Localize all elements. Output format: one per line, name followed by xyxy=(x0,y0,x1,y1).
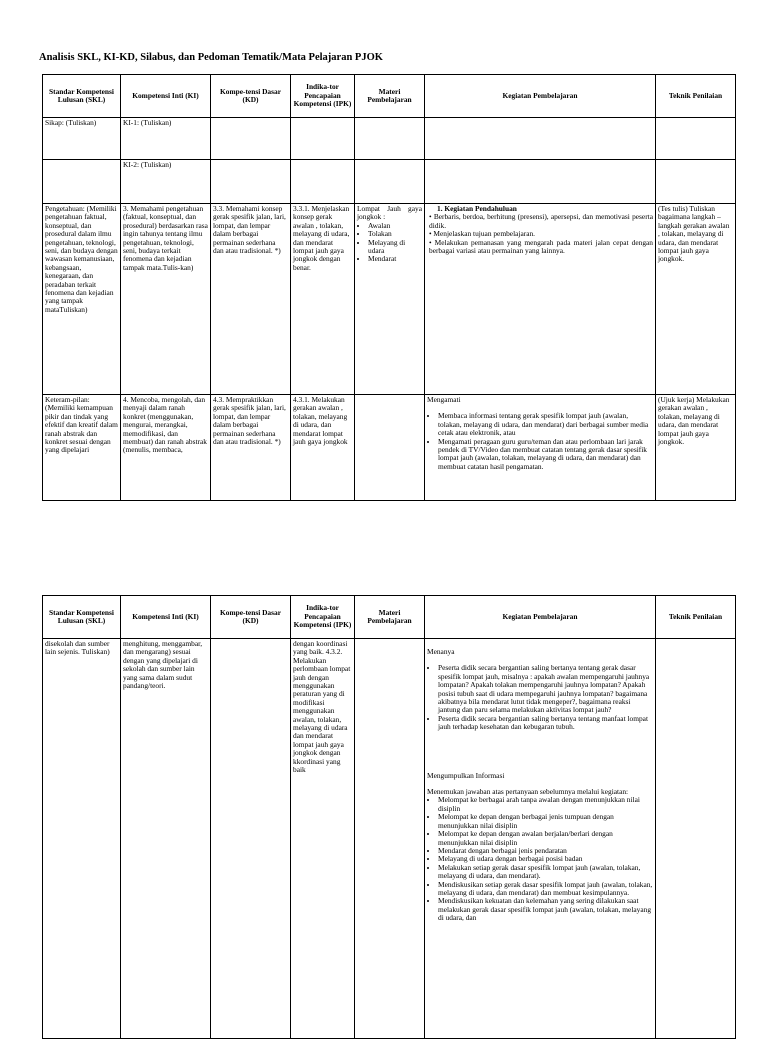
empty-cell xyxy=(43,160,121,204)
header-kd: Kompe-tensi Dasar (KD) xyxy=(211,596,291,639)
empty-cell xyxy=(355,395,425,501)
list-item: • Mendarat dengan berbagai jenis pendaratan xyxy=(438,847,653,855)
teknik-unjuk-kerja-cell: (Ujuk kerja) Melakukan gerakan awalan , tolakan, melayang di udara, dan mendarat lompat jauh gaya jongkok. xyxy=(656,395,736,501)
kd-3-3-cell: 3.3. Memahami konsep gerak spesifik jalan, lari, lompat, dan lempar dalam berbagai permainan sederhana dan atau tradisional. *) xyxy=(211,204,291,395)
list-item: • Berbaris, berdoa, berhitung (presensi), apersepsi, dan memotivasi peserta didik. xyxy=(429,212,653,230)
empty-cell xyxy=(355,118,425,160)
table-row-pengetahuan xyxy=(43,204,736,395)
empty-cell xyxy=(355,639,425,1039)
table-header-row xyxy=(43,596,736,639)
header-skl: Standar Kompetensi Lulusan (SKL) xyxy=(43,596,121,639)
list-item: • Membaca informasi tentang gerak spesifik lompat jauh (awalan, tolakan, melayang di udara, dan mendarat) dari berbagai sumber media cetak atau elektronik, atau xyxy=(438,412,653,437)
header-teknik: Teknik Penilaian xyxy=(656,75,736,118)
ipk-4-3-1-cell: 4.3.1. Melakukan gerakan awalan , tolakan, melayang di udara, dan mendarat lompat jauh gaya jongkok xyxy=(291,395,355,501)
menanya-list xyxy=(427,664,653,731)
empty-cell xyxy=(211,118,291,160)
header-ki: Kompetensi Inti (KI) xyxy=(121,596,211,639)
materi-cell xyxy=(355,204,425,395)
document-title: Analisis SKL, KI-KD, Silabus, dan Pedoman Tematik/Mata Pelajaran PJOK xyxy=(39,52,383,63)
materi-intro: Lompat Jauh gaya jongkok : xyxy=(357,204,422,222)
list-item: • Melakukan setiap gerak dasar spesifik lompat jauh (awalan, tolakan, melayang di udara, dan mendarat). xyxy=(438,864,653,881)
skl-pengetahuan-cell: Pengetahuan: (Memiliki pengetahuan faktual, konseptual, dan prosedural dalam ilmu pengetahuan, teknologi, seni, dan budaya dengan wawasan kemanusiaan, kebangsaan, kenegaraan, dan peradaban terkait fenomena dan kejadian yang tampak mataTuliskan) xyxy=(43,204,121,395)
list-item: • Tolakan xyxy=(368,230,422,238)
empty-cell xyxy=(291,118,355,160)
empty-cell xyxy=(425,118,656,160)
header-ipk: Indika-tor Pencapaian Kompetensi (IPK) xyxy=(291,75,355,118)
header-kd: Kompe-tensi Dasar (KD) xyxy=(211,75,291,118)
header-teknik: Teknik Penilaian xyxy=(656,596,736,639)
empty-cell xyxy=(425,160,656,204)
table-row-sikap-ki1 xyxy=(43,118,736,160)
list-item: • Mengamati peragaan guru guru/teman dan atau perlombaan lari jarak pendek di TV/Video dan membuat catatan tentang gerak dasar spesifik lompat jauh (awalan, tolakan, melayang di udara, dan mendarat) dan membuat catatan hasil pengamatan. xyxy=(438,438,653,472)
skl-keterampilan-cell: Keteram-pilan: (Memiliki kemampuan pikir dan tindak yang efektif dan kreatif dalam ranah abstrak dan konkret sesuai dengan yang dipelajari xyxy=(43,395,121,501)
list-item: • Melayang di udara xyxy=(368,239,422,256)
mengamati-heading: Mengamati xyxy=(427,395,461,404)
table-row-continued xyxy=(43,639,736,1039)
analysis-table-page-2 xyxy=(42,595,736,1039)
header-ki: Kompetensi Inti (KI) xyxy=(121,75,211,118)
empty-cell xyxy=(656,639,736,1039)
table-row-ki2 xyxy=(43,160,736,204)
menanya-heading: Menanya xyxy=(427,647,455,656)
ipk-3-3-1-cell: 3.3.1. Menjelaskan konsep gerak awalan , tolakan, melayang di udara, dan mendarat lompat jauh gaya jongkok dengan benar. xyxy=(291,204,355,395)
kd-4-3-cell: 4.3. Mempraktikkan gerak spesifik jalan, lari, lompat, dan lempar dalam berbagai permainan sederhana dan atau tradisional. *) xyxy=(211,395,291,501)
mengamati-list xyxy=(427,412,653,471)
list-item: • Mendiskusikan kekuatan dan kelemahan yang sering dilakukan saat melakukan gerak dasar spesifik lompat jauh (awalan, tolakan, melayang di udara, dan xyxy=(438,897,653,922)
list-item: • Melompat ke depan dengan berbagai jenis tumpuan dengan menunjukkan nilai disiplin xyxy=(438,813,653,830)
list-item: • Menjelaskan tujuan pembelajaran. xyxy=(429,229,536,239)
list-item: • Melakukan pemanasan yang mengarah pada materi jalan cepat dengan berbagai variasi atau permainan yang lainnya. xyxy=(429,237,653,256)
ki4-cell: 4. Mencoba, mengolah, dan menyaji dalam ranah konkret (menggunakan, mengurai, merangkai, memodifikasi, dan membuat) dan ranah abstrak (menulis, membaca, xyxy=(121,395,211,501)
ipk-continued-cell: dengan koordinasi yang baik. 4.3.2. Melakukan perlombaan lompat jauh dengan menggunakan peraturan yang di modifikasi menggunakan awalan, tolakan, melayang di udara dan mendarat lompat jauh gaya jongkok dengan kkordinasi yang baik xyxy=(291,639,355,1039)
ki3-cell: 3. Memahami pengetahuan (faktual, konseptual, dan prosedural) berdasarkan rasa ingin tahunya tentang ilmu pengetahuan, teknologi, seni, budaya terkait fenomena dan kejadian tampak mata.Tulis-kan) xyxy=(121,204,211,395)
materi-list xyxy=(357,222,422,264)
empty-cell xyxy=(355,160,425,204)
skl-continued-cell: disekolah dan sumber lain sejenis. Tuliskan) xyxy=(43,639,121,1039)
mengumpulkan-intro: Menemukan jawaban atas pertanyaan sebelumnya melalui kegiatan: xyxy=(427,787,629,797)
table-header-row xyxy=(43,75,736,118)
kegiatan-mengamati-cell xyxy=(425,395,656,501)
table-row-keterampilan xyxy=(43,395,736,501)
teknik-tes-tulis-cell: (Tes tulis) Tuliskan bagaimana langkah – langkah gerakan awalan , tolakan, melayang di udara, dan mendarat lompat jauh gaya jongkok. xyxy=(656,204,736,395)
empty-cell xyxy=(656,160,736,204)
kegiatan-inti-cell xyxy=(425,639,656,1039)
mengumpulkan-list xyxy=(427,796,653,922)
header-materi: Materi Pembelajaran xyxy=(355,596,425,639)
list-item: • Awalan xyxy=(368,222,422,230)
header-kegiatan: Kegiatan Pembelajaran xyxy=(425,596,656,639)
kegiatan-pendahuluan-cell xyxy=(425,204,656,395)
empty-cell xyxy=(656,118,736,160)
ki1-cell: KI-1: (Tuliskan) xyxy=(121,118,211,160)
list-item: • Melompat ke depan dengan awalan berjalan/berlari dengan menunjukkan nilai disiplin xyxy=(438,830,653,847)
ki2-cell: KI-2: (Tuliskan) xyxy=(121,160,211,204)
header-kegiatan: Kegiatan Pembelajaran xyxy=(425,75,656,118)
mengumpulkan-heading: Mengumpulkan Informasi xyxy=(427,770,505,780)
header-materi: Materi Pembelajaran xyxy=(355,75,425,118)
list-item: • Peserta didik secara bergantian saling bertanya tentang gerak dasar spesifik lompat jauh, misalnya : apakah awalan mempengaruhi jauhnya lompatan? Apakah tolakan mempengaruhi jauhnya lompatan? Apakah posisi tubuh saat di udara mempegaruhi jauhnya lompatan? bagaimana akibatnya bila mendarat lutut tidak mengeper?, bagaimana reaksi jantung dan paru selama melakukan aktivitas lompat jauh? xyxy=(438,664,653,714)
list-item: • Mendiskusikan setiap gerak dasar spesifik lompat jauh (awalan, tolakan, melayang di udara, dan mendarat) dan membuat kesimpulannya. xyxy=(438,881,653,898)
header-ipk: Indika-tor Pencapaian Kompetensi (IPK) xyxy=(291,596,355,639)
list-item: • Mendarat xyxy=(368,255,422,263)
empty-cell xyxy=(291,160,355,204)
ki4-continued-cell: menghitung, menggambar, dan mengarang) sesuai dengan yang dipelajari di sekolah dan sumber lain yang sama dalam sudut pandang/teori. xyxy=(121,639,211,1039)
empty-cell xyxy=(211,160,291,204)
skl-sikap-cell: Sikap: (Tuliskan) xyxy=(43,118,121,160)
empty-cell xyxy=(211,639,291,1039)
list-item: • Melompat ke berbagai arah tanpa awalan dengan menunjukkan nilai disiplin xyxy=(438,796,653,813)
analysis-table-page-1 xyxy=(42,74,736,501)
list-item: • Melayang di udara dengan berbagai posisi badan xyxy=(438,855,653,863)
kegiatan-heading: 1. Kegiatan Pendahuluan xyxy=(437,204,517,213)
header-skl: Standar Kompetensi Lulusan (SKL) xyxy=(43,75,121,118)
list-item: • Peserta didik secara bergantian saling bertanya tentang manfaat lompat jauh terhadap kesehatan dan kebugaran tubuh. xyxy=(438,715,653,732)
